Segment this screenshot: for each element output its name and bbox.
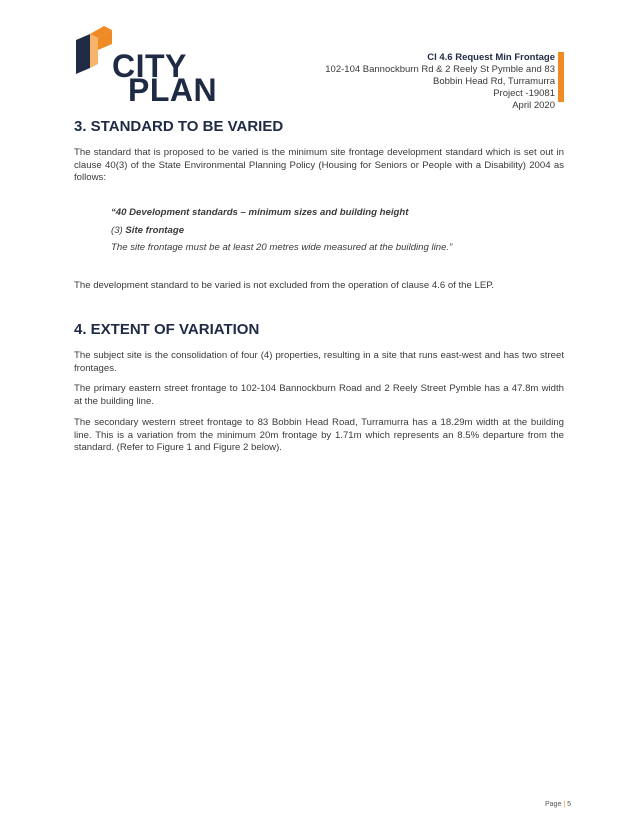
header-address-line2: Bobbin Head Rd, Turramurra (433, 76, 555, 87)
quote-subclause (111, 225, 551, 238)
quote-subclause-number: (3) (111, 225, 126, 236)
section-3-heading: 3. STANDARD TO BE VARIED (74, 118, 284, 135)
section-3-closing: The development standard to be varied is not excluded from the operation of clause 4.6 of the LEP. (74, 280, 495, 291)
document-header (325, 52, 555, 112)
quote-subclause-title: Site frontage (125, 225, 185, 236)
header-accent-bar (558, 52, 564, 102)
quote-title: “40 Development standards – minimum sizes and building height (111, 207, 409, 218)
page-footer (545, 801, 571, 808)
section-4-heading: 4. EXTENT OF VARIATION (74, 321, 260, 338)
header-address-line1: 102-104 Bannockburn Rd & 2 Reely St Pymble and 83 (325, 64, 555, 75)
section-4-para3: The secondary western street frontage to 83 Bobbin Head Road, Turramurra has a 18.29m width at the building line. This is a variation from the minimum 20m frontage by 1.71m which represents an 8.5% departure from the standard. (Refer to Figure 1 and Figure 2 below). (74, 417, 564, 454)
logo-text-city: CITY (112, 48, 187, 84)
footer-page-number: 5 (567, 801, 571, 808)
section-4-para1: The subject site is the consolidation of four (4) properties, resulting in a site that runs east-west and has two street frontages. (74, 350, 564, 374)
logo-text-plan: PLAN (128, 72, 218, 108)
quote-body: The site frontage must be at least 20 metres wide measured at the building line.” (111, 242, 453, 253)
header-project: Project -19081 (493, 88, 555, 99)
header-title: Cl 4.6 Request Min Frontage (427, 52, 555, 63)
section-4-para2: The primary eastern street frontage to 102-104 Bannockburn Road and 2 Reely Street Pymble has a 47.8m width at the building line. (74, 383, 564, 407)
city-plan-logo (74, 24, 218, 108)
header-date: April 2020 (512, 100, 555, 111)
footer-separator: | (563, 801, 566, 808)
logo-mark-icon (74, 24, 114, 76)
footer-page-label: Page (545, 801, 562, 808)
section-3-intro: The standard that is proposed to be varied is the minimum site frontage development standard which is set out in clause 40(3) of the State Environmental Planning Policy (Housing for Seniors or People with a Disability) 2004 as follows: (74, 147, 564, 184)
